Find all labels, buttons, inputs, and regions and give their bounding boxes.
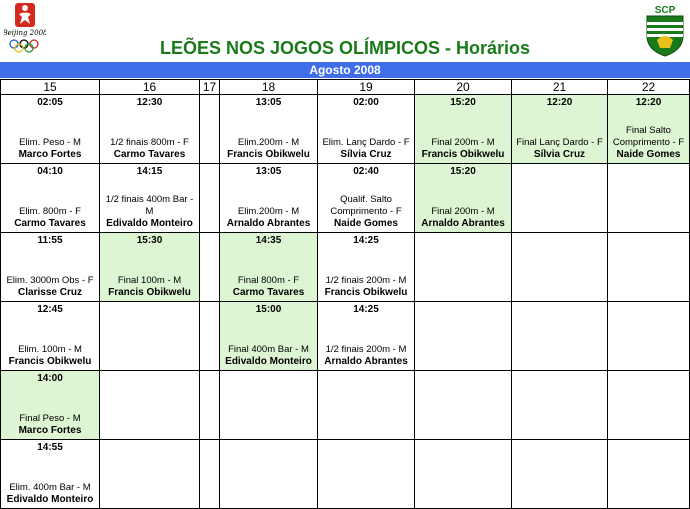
event-cell xyxy=(1,302,100,371)
empty-cell xyxy=(415,371,512,440)
athlete-name: Arnaldo Abrantes xyxy=(421,218,505,229)
final-event-cell xyxy=(100,233,200,302)
empty-cell xyxy=(318,371,415,440)
schedule-row xyxy=(1,302,690,371)
event-name: 1/2 finais 400m Bar - M xyxy=(105,194,194,217)
schedule-row xyxy=(1,440,690,509)
day-header-22: 22 xyxy=(608,80,690,95)
empty-cell xyxy=(200,302,220,371)
athlete-name: Carmo Tavares xyxy=(14,218,86,229)
event-cell xyxy=(318,233,415,302)
empty-cell xyxy=(608,164,690,233)
event-time: 14:00 xyxy=(37,373,63,384)
event-name: 1/2 finais 200m - M xyxy=(325,275,407,286)
schedule-row xyxy=(1,164,690,233)
day-header-18: 18 xyxy=(220,80,318,95)
event-name: Elim. 100m - M xyxy=(18,344,82,355)
event-cell xyxy=(318,95,415,164)
empty-cell xyxy=(512,302,608,371)
final-event-cell xyxy=(220,302,318,371)
event-time: 14:35 xyxy=(255,235,282,246)
event-cell xyxy=(1,164,100,233)
event-time: 04:10 xyxy=(37,166,63,177)
empty-cell xyxy=(220,371,318,440)
day-header-15: 15 xyxy=(1,80,100,95)
event-cell xyxy=(100,95,200,164)
empty-cell xyxy=(200,371,220,440)
event-cell xyxy=(318,302,415,371)
event-cell xyxy=(220,164,318,233)
athlete-name: Edivaldo Monteiro xyxy=(225,356,312,367)
final-event-cell xyxy=(415,95,512,164)
event-time: 15:20 xyxy=(450,166,476,177)
event-time: 15:00 xyxy=(255,304,282,315)
event-name: Elim. 800m - F xyxy=(19,206,81,217)
athlete-name: Francis Obikwelu xyxy=(8,356,92,367)
event-cell xyxy=(100,164,200,233)
event-time: 13:05 xyxy=(255,166,282,177)
event-name: Final Lanç Dardo - F xyxy=(516,137,603,148)
athlete-name: Edivaldo Monteiro xyxy=(106,218,193,229)
athlete-name: Francis Obikwelu xyxy=(227,149,310,160)
athlete-name: Naide Gomes xyxy=(616,149,681,160)
empty-cell xyxy=(100,440,200,509)
event-name: Final 800m - F xyxy=(237,275,300,286)
day-header-20: 20 xyxy=(415,80,512,95)
athlete-name: Arnaldo Abrantes xyxy=(226,218,311,229)
empty-cell xyxy=(200,95,220,164)
event-name: Elim. Peso - M xyxy=(19,137,81,148)
empty-cell xyxy=(608,440,690,509)
empty-cell xyxy=(200,164,220,233)
athlete-name: Marco Fortes xyxy=(18,425,82,436)
event-time: 15:30 xyxy=(136,235,163,246)
final-event-cell xyxy=(220,233,318,302)
beijing-2008-logo xyxy=(4,2,46,58)
event-time: 13:05 xyxy=(255,97,282,108)
event-name: Final 400m Bar - M xyxy=(228,344,309,355)
athlete-name: Marco Fortes xyxy=(18,149,82,160)
event-time: 02:00 xyxy=(353,97,379,108)
empty-cell xyxy=(220,440,318,509)
event-cell xyxy=(1,233,100,302)
athlete-name: Sílvia Cruz xyxy=(533,149,586,160)
schedule-table xyxy=(0,79,690,509)
athlete-name: Naide Gomes xyxy=(334,218,398,229)
athlete-name: Francis Obikwelu xyxy=(421,149,505,160)
event-name: Final 200m - M xyxy=(431,206,495,217)
event-name: Elim. Lanç Dardo - F xyxy=(322,137,410,148)
svg-text:Beijing 2008: Beijing 2008 xyxy=(4,29,46,37)
day-header-19: 19 xyxy=(318,80,415,95)
empty-cell xyxy=(415,440,512,509)
day-header-21: 21 xyxy=(512,80,608,95)
event-time: 14:25 xyxy=(353,235,379,246)
empty-cell xyxy=(200,233,220,302)
empty-cell xyxy=(608,371,690,440)
event-cell xyxy=(1,95,100,164)
svg-text:SCP: SCP xyxy=(654,5,676,16)
empty-cell xyxy=(415,302,512,371)
event-time: 02:05 xyxy=(37,97,63,108)
athlete-name: Francis Obikwelu xyxy=(108,287,191,298)
schedule-row xyxy=(1,371,690,440)
day-header-17: 17 xyxy=(200,80,220,95)
event-time: 12:30 xyxy=(136,97,163,108)
athlete-name: Carmo Tavares xyxy=(232,287,305,298)
athlete-name: Carmo Tavares xyxy=(113,149,186,160)
athlete-name: Sílvia Cruz xyxy=(340,149,392,160)
event-time: 14:25 xyxy=(353,304,379,315)
event-time: 11:55 xyxy=(37,235,63,246)
athlete-name: Clarisse Cruz xyxy=(18,287,82,298)
empty-cell xyxy=(608,233,690,302)
event-name: Final Peso - M xyxy=(19,413,81,424)
month-bar: Agosto 2008 xyxy=(0,62,690,78)
event-name: Elim.200m - M xyxy=(237,137,300,148)
athlete-name: Francis Obikwelu xyxy=(324,287,408,298)
final-event-cell xyxy=(415,164,512,233)
event-name: Final 100m - M xyxy=(117,275,182,286)
empty-cell xyxy=(415,233,512,302)
event-name: 1/2 finais 800m - F xyxy=(110,137,189,148)
event-time: 15:20 xyxy=(450,97,476,108)
event-time: 14:55 xyxy=(37,442,63,453)
event-time: 14:15 xyxy=(136,166,163,177)
final-event-cell xyxy=(512,95,608,164)
event-time: 02:40 xyxy=(353,166,379,177)
event-name: Elim. 400m Bar - M xyxy=(9,482,91,493)
schedule-row xyxy=(1,233,690,302)
event-name: Elim. 3000m Obs - F xyxy=(6,275,94,286)
empty-cell xyxy=(608,302,690,371)
sporting-cp-logo xyxy=(642,2,688,58)
day-header-16: 16 xyxy=(100,80,200,95)
final-event-cell xyxy=(1,371,100,440)
final-event-cell xyxy=(608,95,690,164)
empty-cell xyxy=(100,302,200,371)
empty-cell xyxy=(200,440,220,509)
event-time: 12:45 xyxy=(37,304,63,315)
event-cell xyxy=(318,164,415,233)
event-name: Qualif. Salto Comprimento - F xyxy=(330,194,402,217)
day-header-row xyxy=(1,80,690,95)
athlete-name: Arnaldo Abrantes xyxy=(324,356,408,367)
event-name: Elim.200m - M xyxy=(237,206,300,217)
empty-cell xyxy=(512,371,608,440)
event-time: 12:20 xyxy=(635,97,662,108)
schedule-row xyxy=(1,95,690,164)
event-name: Final Salto Comprimento - F xyxy=(612,125,685,148)
athlete-name: Edivaldo Monteiro xyxy=(6,494,94,505)
event-cell xyxy=(220,95,318,164)
event-cell xyxy=(1,440,100,509)
event-time: 12:20 xyxy=(546,97,573,108)
event-name: Final 200m - M xyxy=(431,137,495,148)
page-title: LEÕES NOS JOGOS OLÍMPICOS - Horários xyxy=(159,38,531,58)
empty-cell xyxy=(512,233,608,302)
empty-cell xyxy=(318,440,415,509)
event-name: 1/2 finais 200m - M xyxy=(325,344,407,355)
empty-cell xyxy=(100,371,200,440)
empty-cell xyxy=(512,164,608,233)
empty-cell xyxy=(512,440,608,509)
